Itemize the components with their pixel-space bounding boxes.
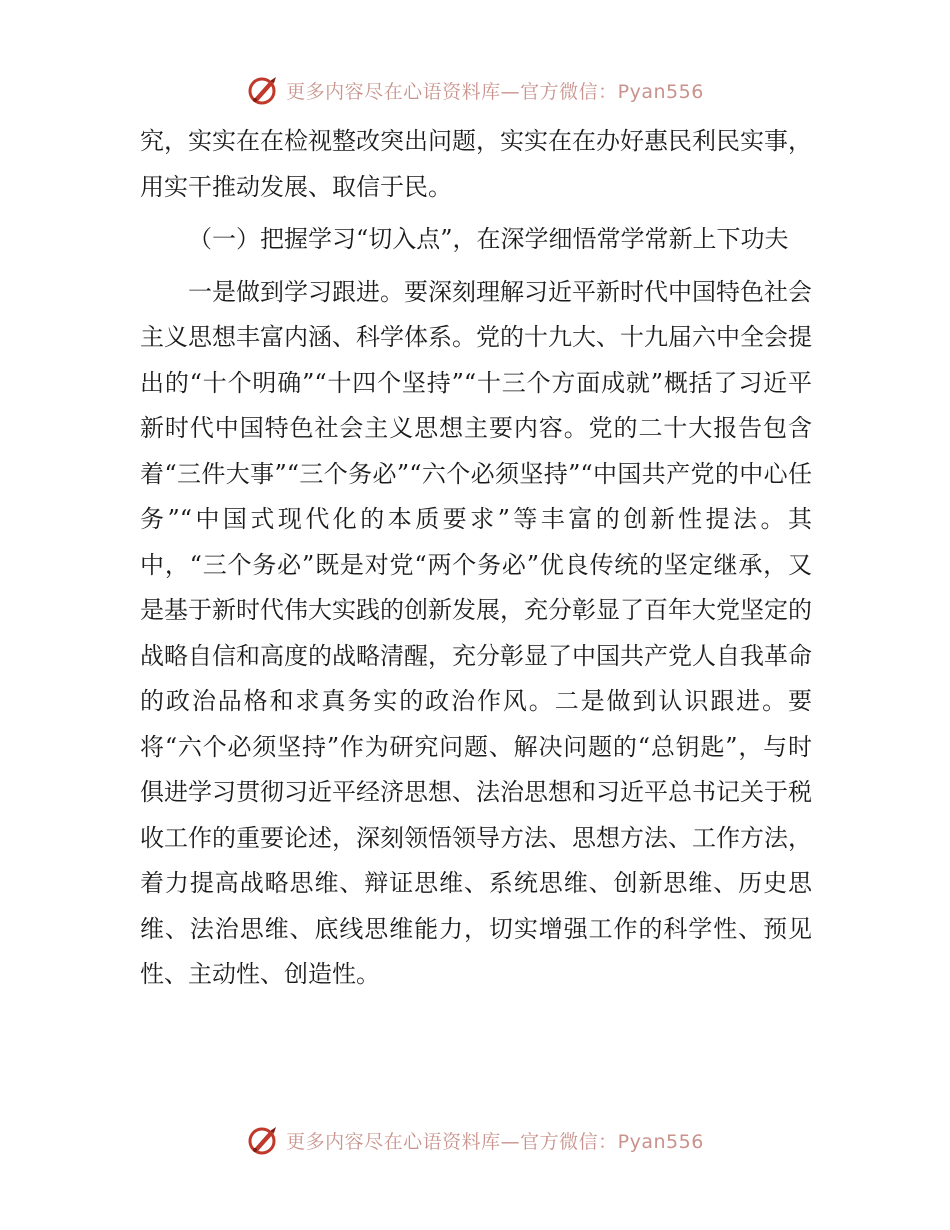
watermark-footer <box>0 1120 950 1160</box>
watermark-text: 更多内容尽在心语资料库—官方微信：Pyan556 <box>286 80 704 103</box>
watermark-text: 更多内容尽在心语资料库—官方微信：Pyan556 <box>286 1130 704 1153</box>
pen-logo-icon <box>246 1123 280 1157</box>
paragraph-body: 一是做到学习跟进。要深刻理解习近平新时代中国特色社会主义思想丰富内涵、科学体系。党的十九大、十九届六中全会提出的“十个明确”“十四个坚持”“十三个方面成就”概括了习近平新时代中国特色社会主义思想主要内容。党的二十大报告包含着“三件大事”“三个务必”“六个必须坚持”“中国共产党的中心任务”“中国式现代化的本质要求”等丰富的创新性提法。其中，“三个务必”既是对党“两个务必”优良传统的坚定继承，又是基于新时代伟大实践的创新发展，充分彰显了百年大党坚定的战略自信和高度的战略清醒，充分彰显了中国共产党人自我革命的政治品格和求真务实的政治作风。二是做到认识跟进。要将“六个必须坚持”作为研究问题、解决问题的“总钥匙”，与时俱进学习贯彻习近平经济思想、法治思想和习近平总书记关于税收工作的重要论述，深刻领悟领导方法、思想方法、工作方法，着力提高战略思维、辩证思维、系统思维、创新思维、历史思维、法治思维、底线思维能力，切实增强工作的科学性、预见性、主动性、创造性。 <box>140 277 812 988</box>
document-body <box>140 119 812 998</box>
paragraph-continuation: 究，实实在在检视整改突出问题，实实在在办好惠民利民实事，用实干推动发展、取信于民。 <box>140 127 812 201</box>
section-heading: （一）把握学习“切入点”，在深学细悟常学常新上下功夫 <box>188 225 789 253</box>
watermark-header <box>0 70 950 110</box>
pen-logo-icon <box>246 73 280 107</box>
